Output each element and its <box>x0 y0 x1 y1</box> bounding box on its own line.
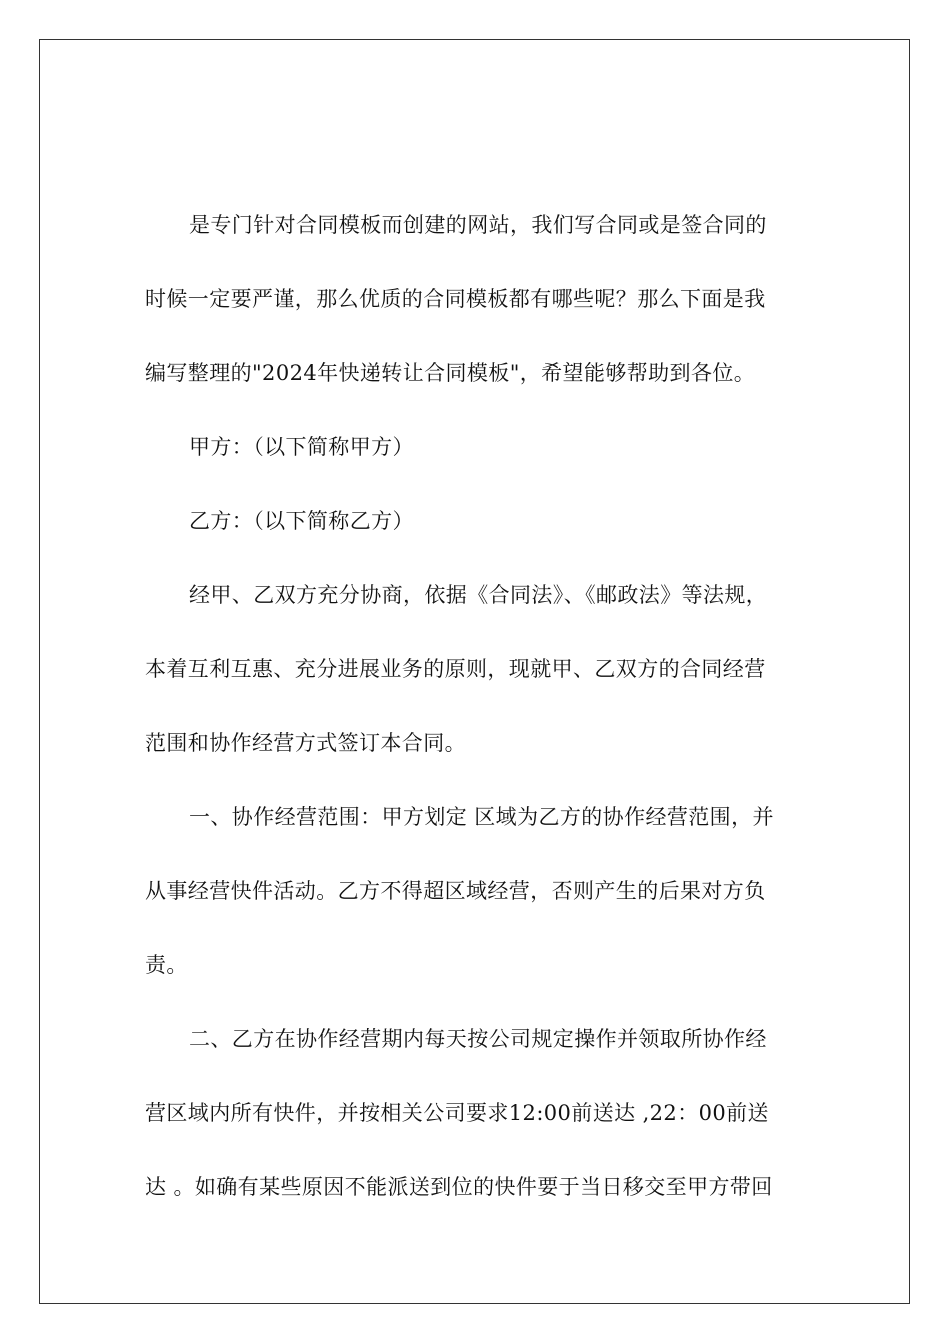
text-line: 甲方：（以下简称甲方） <box>189 435 414 459</box>
text-line: 营区域内所有快件，并按相关公司要求12:00前送达 ,22：00前送 <box>145 1101 769 1125</box>
clause-2-paragraph-continued <box>145 1091 805 1239</box>
clause-1-paragraph <box>145 795 805 869</box>
text-line: 责。 <box>145 953 188 977</box>
preamble-paragraph <box>145 573 805 647</box>
party-a-line <box>145 425 805 499</box>
text-line: 从事经营快件活动。乙方不得超区域经营，否则产生的后果对方负 <box>145 879 766 903</box>
text-line: 二、乙方在协作经营期内每天按公司规定操作并领取所协作经 <box>189 1027 767 1051</box>
clause-2-paragraph <box>145 1017 805 1091</box>
intro-paragraph <box>145 203 805 277</box>
text-line: 是专门针对合同模板而创建的网站，我们写合同或是签合同的 <box>189 213 767 237</box>
party-b-line <box>145 499 805 573</box>
document-body <box>145 203 805 1239</box>
text-line: 乙方：（以下简称乙方） <box>189 509 414 533</box>
clause-1-paragraph-continued <box>145 869 805 1017</box>
text-line: 经甲、乙双方充分协商，依据《合同法》、《邮政法》等法规， <box>189 583 768 607</box>
text-line: 范围和协作经营方式签订本合同。 <box>145 731 466 755</box>
text-line: 达 。如确有某些原因不能派送到位的快件要于当日移交至甲方带回 <box>145 1175 773 1199</box>
text-line: 编写整理的"2024年快递转让合同模板"，希望能够帮助到各位。 <box>145 361 756 385</box>
text-line: 时候一定要严谨，那么优质的合同模板都有哪些呢？那么下面是我 <box>145 287 766 311</box>
intro-paragraph-continued <box>145 277 805 425</box>
text-line: 一、协作经营范围：甲方划定 区域为乙方的协作经营范围，并 <box>189 805 774 829</box>
text-line: 本着互利互惠、充分进展业务的原则，现就甲、乙双方的合同经营 <box>145 657 766 681</box>
preamble-paragraph-continued <box>145 647 805 795</box>
